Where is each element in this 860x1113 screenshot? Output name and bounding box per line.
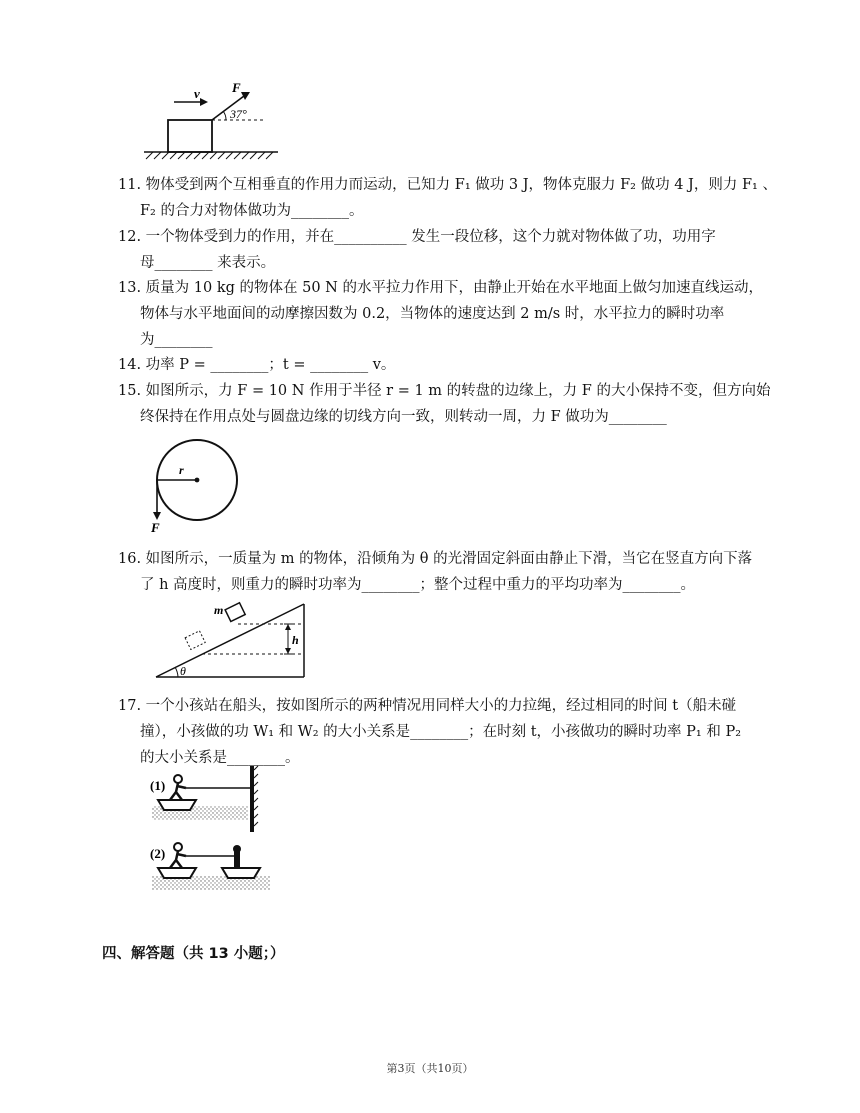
question-number: 12. bbox=[118, 229, 142, 245]
question-number: 15. bbox=[118, 383, 142, 399]
incline-figure bbox=[152, 600, 312, 682]
angle-label: θ bbox=[180, 664, 186, 678]
case2-label: (2) bbox=[150, 846, 166, 861]
question-text: 如图所示，力 F = 10 N 作用于半径 r = 1 m 的转盘的边缘上，力 F 的大小保持不变，但方向始 bbox=[145, 383, 771, 399]
question-15 bbox=[118, 378, 783, 430]
question-text: 功率 P = ________；t = ________ v。 bbox=[145, 357, 396, 373]
angle-label: 37° bbox=[230, 107, 247, 121]
question-text: 的大小关系是________。 bbox=[140, 750, 300, 766]
question-text: 一个小孩站在船头，按如图所示的两种情况用同样大小的力拉绳，经过相同的时间 t（船未碰 bbox=[145, 698, 737, 714]
block-force-figure bbox=[140, 80, 290, 160]
question-13 bbox=[118, 275, 783, 353]
question-number: 14. bbox=[118, 357, 142, 373]
height-label: h bbox=[292, 633, 299, 647]
force-label: F bbox=[151, 520, 160, 535]
question-11 bbox=[118, 172, 783, 224]
force-label: F bbox=[232, 80, 241, 95]
section-heading: 四、解答题（共 13 小题；） bbox=[102, 946, 285, 962]
disk-figure bbox=[145, 438, 245, 533]
question-text: 为________ bbox=[140, 332, 213, 348]
question-text: 质量为 10 kg 的物体在 50 N 的水平拉力作用下，由静止开始在水平地面上做匀加速直线运动， bbox=[145, 280, 763, 296]
question-text: 如图所示，一质量为 m 的物体，沿倾角为 θ 的光滑固定斜面由静止下滑，当它在竖直方向下落 bbox=[145, 551, 753, 567]
question-text: F₂ 的合力对物体做功为________。 bbox=[140, 203, 364, 219]
boats-figure bbox=[148, 764, 278, 894]
question-number: 13. bbox=[118, 280, 142, 296]
question-text: 了 h 高度时，则重力的瞬时功率为________；整个过程中重力的平均功率为________。 bbox=[140, 577, 696, 593]
question-text: 母________ 来表示。 bbox=[140, 255, 276, 271]
velocity-label: v bbox=[194, 86, 200, 101]
question-text: 终保持在作用点处与圆盘边缘的切线方向一致，则转动一周，力 F 做功为________ bbox=[140, 409, 667, 425]
question-number: 17. bbox=[118, 698, 142, 714]
page-footer: 第3页（共10页） bbox=[386, 1062, 474, 1075]
question-16 bbox=[118, 546, 783, 598]
question-12 bbox=[118, 224, 783, 276]
question-14 bbox=[118, 352, 783, 378]
radius-label: r bbox=[179, 463, 184, 477]
mass-label: m bbox=[214, 603, 224, 617]
case1-label: (1) bbox=[150, 778, 166, 793]
question-number: 16. bbox=[118, 551, 142, 567]
question-text: 物体受到两个互相垂直的作用力而运动，已知力 F₁ 做功 3 J，物体克服力 F₂ 做功 4 J，则力 F₁ 、 bbox=[145, 177, 777, 193]
question-text: 物体与水平地面间的动摩擦因数为 0.2，当物体的速度达到 2 m/s 时，水平拉力的瞬时功率 bbox=[140, 306, 725, 322]
question-text: 撞），小孩做的功 W₁ 和 W₂ 的大小关系是________；在时刻 t，小孩做功的瞬时功率 P₁ 和 P₂ bbox=[140, 724, 742, 740]
question-text: 一个物体受到力的作用，并在__________ 发生一段位移，这个力就对物体做了功，功用字 bbox=[145, 229, 716, 245]
question-17 bbox=[118, 693, 783, 771]
question-number: 11. bbox=[118, 177, 142, 193]
